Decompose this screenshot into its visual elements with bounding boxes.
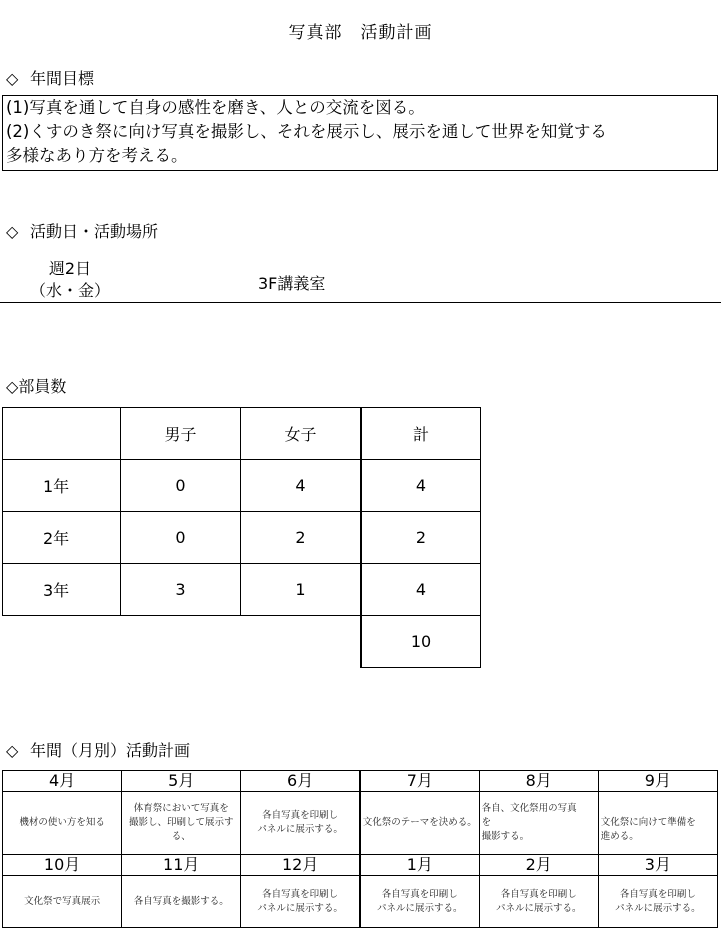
members-heading (6, 374, 66, 397)
header-cell-total: 計 (361, 408, 481, 460)
row-total: 4 (361, 460, 481, 512)
diamond-icon: ◇ (6, 377, 19, 396)
table-row (3, 512, 481, 564)
diamond-icon: ◇ (6, 741, 19, 760)
header-cell-female: 女子 (241, 408, 362, 460)
goal-line-3: 多様なあり方を考える。 (6, 146, 188, 165)
activity-row-2 (3, 876, 718, 928)
month-cell: 7月 (360, 771, 479, 792)
month-cell: 5月 (122, 771, 241, 792)
diamond-icon: ◇ (6, 69, 19, 88)
plan-heading-label: 年間（月別）活動計画 (30, 741, 191, 760)
activity-cell: 各自写真を印刷し パネルに展示する。 (241, 792, 360, 855)
grand-total-row (3, 616, 481, 668)
month-cell: 4月 (3, 771, 122, 792)
month-cell: 2月 (479, 855, 598, 876)
days-line-2: （水・金） (29, 281, 110, 300)
month-cell: 6月 (241, 771, 360, 792)
days-line-1: 週2日 (48, 259, 92, 278)
month-cell: 3月 (598, 855, 717, 876)
activity-cell: 各自写真を印刷し パネルに展示する。 (241, 876, 360, 928)
activity-cell: 文化祭で写真展示 (3, 876, 122, 928)
male-count: 3 (121, 564, 241, 616)
activity-place: 3F講義室 (258, 274, 326, 293)
members-header-row (3, 408, 481, 460)
month-cell: 11月 (122, 855, 241, 876)
activity-cell: 各自、文化祭用の写真 を 撮影する。 (479, 792, 598, 855)
activity-cell: 各自写真を印刷し パネルに展示する。 (360, 876, 479, 928)
diamond-icon: ◇ (6, 222, 19, 241)
plan-heading (6, 738, 190, 761)
activity-cell: 文化祭に向けて準備を 進める。 (598, 792, 717, 855)
activity-days (20, 258, 120, 302)
activity-cell: 体育祭において写真を 撮影し、印刷して展示す る、 (122, 792, 241, 855)
female-count: 2 (241, 512, 362, 564)
month-row-1 (3, 771, 718, 792)
activity-heading-label: 活動日・活動場所 (30, 222, 159, 241)
month-cell: 1月 (360, 855, 479, 876)
activity-heading (6, 219, 158, 242)
male-count: 0 (121, 512, 241, 564)
goal-line-2: (2)くすのき祭に向け写真を撮影し、それを展示し、展示を通して世界を知覚する (6, 122, 607, 141)
female-count: 4 (241, 460, 362, 512)
female-count: 1 (241, 564, 362, 616)
activity-cell: 各自写真を撮影する。 (122, 876, 241, 928)
members-table (2, 407, 481, 668)
month-cell: 9月 (598, 771, 717, 792)
divider (0, 302, 721, 303)
male-count: 0 (121, 460, 241, 512)
row-total: 2 (361, 512, 481, 564)
activity-row-1 (3, 792, 718, 855)
activity-cell: 各自写真を印刷し パネルに展示する。 (598, 876, 717, 928)
month-cell: 10月 (3, 855, 122, 876)
header-cell-blank (3, 408, 121, 460)
grand-total: 10 (361, 616, 481, 668)
activity-cell: 各自写真を印刷し パネルに展示する。 (479, 876, 598, 928)
goal-line-1: (1)写真を通して自身の感性を磨き、人との交流を図る。 (6, 98, 425, 117)
goals-heading-label: 年間目標 (30, 69, 95, 88)
month-row-2 (3, 855, 718, 876)
row-label: 1年 (3, 460, 121, 512)
header-cell-male: 男子 (121, 408, 241, 460)
row-total: 4 (361, 564, 481, 616)
table-row (3, 460, 481, 512)
page-title: 写真部 活動計画 (288, 23, 433, 43)
table-row (3, 564, 481, 616)
row-label: 2年 (3, 512, 121, 564)
monthly-plan-table (2, 770, 718, 928)
activity-cell: 機材の使い方を知る (3, 792, 122, 855)
month-cell: 12月 (241, 855, 360, 876)
goals-heading (6, 66, 94, 89)
members-heading-label: 部員数 (18, 377, 67, 396)
activity-cell: 文化祭のテーマを決める。 (360, 792, 479, 855)
goals-box (2, 95, 718, 171)
row-label: 3年 (3, 564, 121, 616)
month-cell: 8月 (479, 771, 598, 792)
